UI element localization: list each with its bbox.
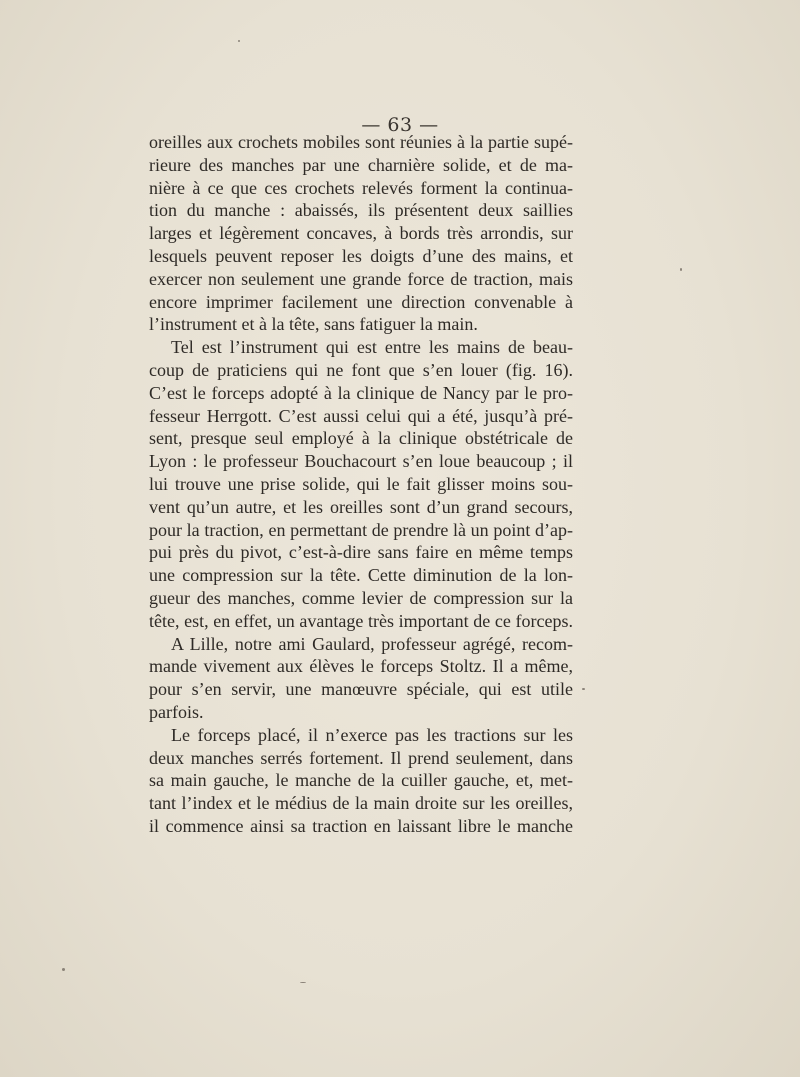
paper-speck: [238, 40, 240, 42]
text-line: il commence ainsi sa traction en laissant libre le manche: [149, 815, 573, 836]
text-line: larges et légèrement concaves, à bords très arrondis, sur: [149, 223, 573, 244]
paper-speck: [582, 688, 585, 690]
paper-speck: [300, 982, 306, 983]
text-line: pui près du pivot, c’est-à-dire sans faire en même temps: [149, 542, 573, 563]
text-line: deux manches serrés fortement. Il prend seulement, dans: [149, 747, 573, 768]
page-number: — 63 —: [361, 114, 439, 136]
text-line: lui trouve une prise solide, qui le fait glisser moins sou-: [149, 473, 573, 494]
text-line: gueur des manches, comme levier de compression sur la: [149, 587, 573, 608]
text-line: lesquels peuvent reposer les doigts d’une des mains, et: [149, 245, 573, 266]
text-line: exercer non seulement une grande force de traction, mais: [149, 268, 573, 289]
text-line: C’est le forceps adopté à la clinique de Nancy par le pro-: [149, 382, 573, 403]
body-text: [149, 131, 573, 838]
text-line: A Lille, notre ami Gaulard, professeur agrégé, recom-: [171, 633, 573, 654]
text-line: tête, est, en effet, un avantage très important de ce forceps.: [149, 610, 573, 631]
text-line: pour s’en servir, une manœuvre spéciale, qui est utile: [149, 679, 573, 700]
text-line: pour la traction, en permettant de prendre là un point d’ap-: [149, 519, 573, 540]
text-line: parfois.: [149, 701, 204, 722]
paper-speck: [680, 268, 682, 271]
text-line: mande vivement aux élèves le forceps Stoltz. Il a même,: [149, 656, 573, 677]
text-line: une compression sur la tête. Cette diminution de la lon-: [149, 565, 573, 586]
text-line: rieure des manches par une charnière solide, et de ma-: [149, 154, 573, 175]
text-line: coup de praticiens qui ne font que s’en louer (fig. 16).: [149, 359, 573, 380]
text-line: tion du manche : abaissés, ils présentent deux saillies: [149, 200, 573, 221]
text-line: tant l’index et le médius de la main droite sur les oreilles,: [149, 793, 573, 814]
text-line: l’instrument et à la tête, sans fatiguer la main.: [149, 314, 478, 335]
text-line: sa main gauche, le manche de la cuiller gauche, et, met-: [149, 770, 573, 791]
text-line: nière à ce que ces crochets relevés forment la continua-: [149, 177, 573, 198]
text-line: Lyon : le professeur Bouchacourt s’en loue beaucoup ; il: [149, 451, 573, 472]
paper-speck: [62, 968, 65, 971]
text-line: vent qu’un autre, et les oreilles sont d’un grand secours,: [149, 496, 573, 517]
text-line: sent, presque seul employé à la clinique obstétricale de: [149, 428, 573, 449]
text-line: encore imprimer facilement une direction convenable à: [149, 291, 573, 312]
text-line: Le forceps placé, il n’exerce pas les tractions sur les: [171, 724, 573, 745]
text-line: oreilles aux crochets mobiles sont réunies à la partie supé-: [149, 132, 573, 152]
text-line: Tel est l’instrument qui est entre les mains de beau-: [171, 337, 573, 358]
text-line: fesseur Herrgott. C’est aussi celui qui a été, jusqu’à pré-: [149, 405, 573, 426]
